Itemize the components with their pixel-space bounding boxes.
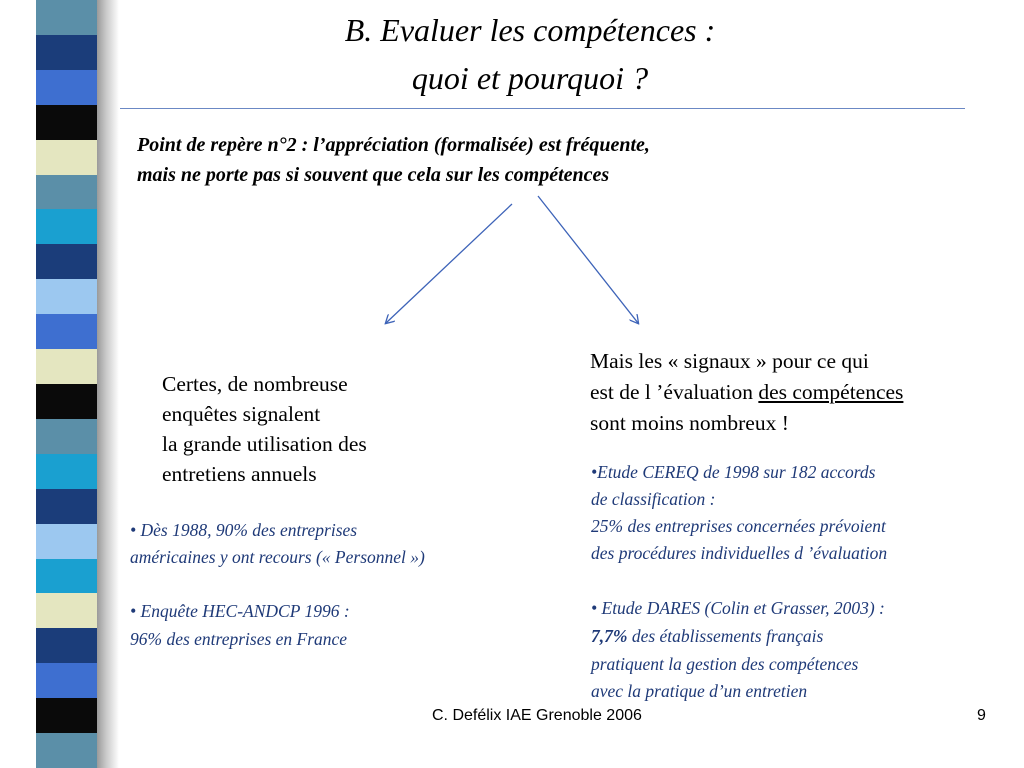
- left-main-line-4: entretiens annuels: [162, 462, 317, 486]
- subtitle-line-1: Point de repère n°2 : l’appréciation (formalisée) est fréquente,: [137, 134, 650, 156]
- right-main-line-2-prefix: est de l ’évaluation: [590, 380, 759, 404]
- left-bullet-1-line-2: américaines y ont recours (« Personnel »): [130, 547, 425, 567]
- right-bullet-2-line-2: [591, 623, 823, 650]
- right-main-line-3: sont moins nombreux !: [590, 411, 789, 435]
- right-main-line-2: [590, 377, 903, 407]
- subtitle-line-2: mais ne porte pas si souvent que cela sur les compétences: [137, 164, 610, 186]
- right-bullet-1-line-2: de classification :: [591, 489, 716, 509]
- footer-credit: C. Defélix IAE Grenoble 2006: [432, 707, 642, 724]
- left-main-line-2: enquêtes signalent: [162, 402, 321, 426]
- arrow-left: [386, 204, 512, 323]
- right-bullet-2-line-1: • Etude DARES (Colin et Grasser, 2003) :: [591, 598, 885, 618]
- right-bullet-1-line-1: •Etude CEREQ de 1998 sur 182 accords: [591, 462, 876, 482]
- left-bullet-1-line-1: • Dès 1988, 90% des entreprises: [130, 520, 358, 540]
- right-bullet-2-line-3: pratiquent la gestion des compétences: [591, 654, 859, 674]
- left-bullet-2-line-2: 96% des entreprises en France: [130, 629, 348, 649]
- left-main-line-1: Certes, de nombreuse: [162, 372, 348, 396]
- left-bullet-2-line-1: • Enquête HEC-ANDCP 1996 :: [130, 601, 350, 621]
- title-line-1: B. Evaluer les compétences :: [344, 12, 716, 48]
- percent-highlight: 7,7%: [591, 626, 628, 646]
- right-bullet-2-line-4: avec la pratique d’un entretien: [591, 681, 808, 701]
- right-bullet-1-line-4: des procédures individuelles d ’évaluation: [591, 543, 888, 563]
- right-bullet-1-line-3: 25% des entreprises concernées prévoient: [591, 516, 886, 536]
- page-number: 9: [977, 707, 986, 724]
- left-main-line-3: la grande utilisation des: [162, 432, 367, 456]
- right-main-line-1: Mais les « signaux » pour ce qui: [590, 349, 869, 373]
- arrow-right: [538, 196, 638, 323]
- right-bullet-2-line-2-rest: des établissements français: [627, 626, 824, 646]
- competences-underlined: des compétences: [758, 380, 904, 404]
- title-line-2: quoi et pourquoi ?: [411, 60, 649, 96]
